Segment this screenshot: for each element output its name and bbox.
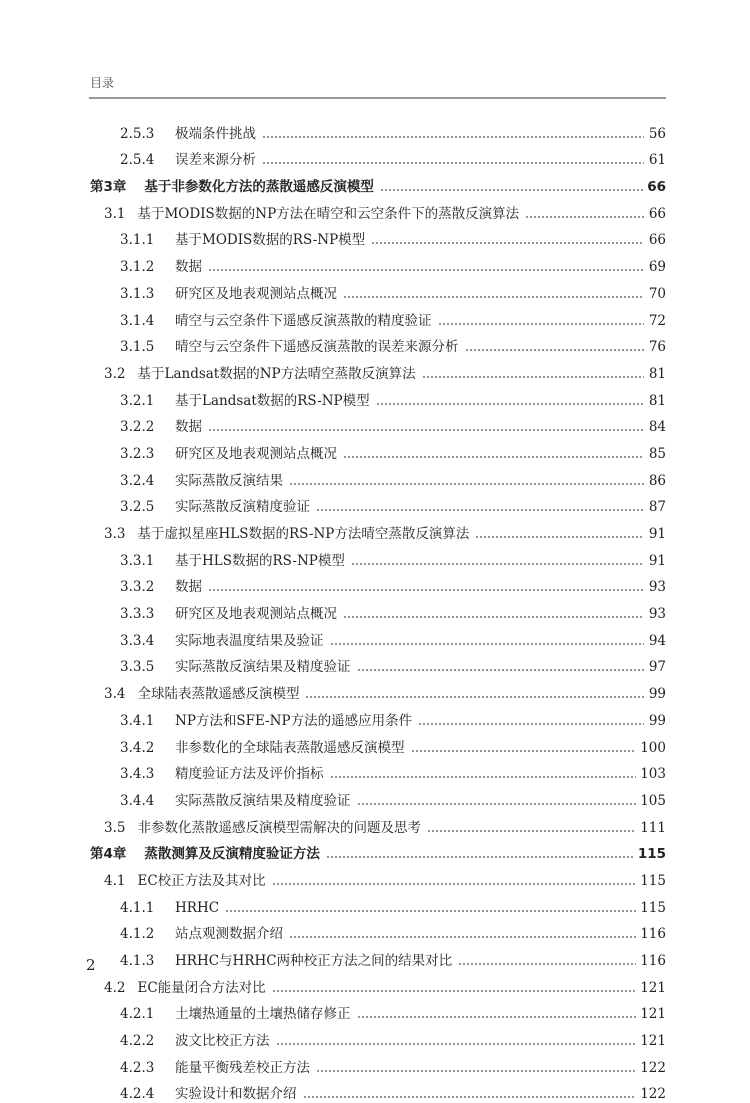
- dot-leader: [303, 1096, 637, 1098]
- entry-number: 3.3: [104, 526, 126, 542]
- entry-title: 基于MODIS数据的NP方法在晴空和云空条件下的蒸散反演算法: [137, 205, 520, 222]
- entry-number: 2.5.4: [120, 152, 155, 169]
- entry-number: 4.2.3: [120, 1059, 155, 1076]
- entry-title: 数据: [175, 419, 202, 436]
- toc-subsection-entry[interactable]: [90, 650, 666, 677]
- entry-page: 111: [640, 819, 666, 836]
- entry-page: 116: [640, 953, 666, 969]
- entry-page: 122: [640, 1086, 666, 1103]
- dot-leader: [208, 269, 644, 271]
- entry-number: 3.1: [104, 205, 126, 222]
- toc-subsection-entry[interactable]: [90, 703, 666, 730]
- entry-number: 3.3.4: [120, 632, 155, 649]
- entry-title: 基于HLS数据的RS-NP模型: [175, 552, 345, 569]
- entry-page: 122: [640, 1059, 666, 1076]
- entry-number: 4.2.4: [120, 1086, 155, 1103]
- entry-number: 3.1.3: [120, 285, 155, 302]
- toc-subsection-entry[interactable]: [90, 543, 666, 570]
- toc-section-entry[interactable]: [90, 516, 666, 543]
- entry-page: 100: [640, 739, 666, 756]
- entry-title: NP方法和SFE-NP方法的遥感应用条件: [175, 712, 413, 729]
- dot-leader: [289, 483, 644, 485]
- entry-page: 69: [648, 259, 666, 276]
- toc-subsection-entry[interactable]: [90, 116, 666, 143]
- toc-subsection-entry[interactable]: [90, 490, 666, 517]
- toc-subsection-entry[interactable]: [90, 570, 666, 597]
- toc-subsection-entry[interactable]: [90, 1050, 666, 1077]
- toc-subsection-entry[interactable]: [90, 997, 666, 1024]
- toc-subsection-entry[interactable]: [90, 330, 666, 357]
- table-of-contents: [90, 116, 666, 1103]
- entry-page: 99: [648, 686, 666, 703]
- dot-leader: [357, 803, 637, 805]
- dot-leader: [525, 216, 644, 218]
- entry-number: 3.3.3: [120, 606, 155, 623]
- dot-leader: [418, 723, 644, 725]
- entry-number: 4.1.3: [120, 953, 155, 969]
- page-number: 2: [86, 956, 96, 974]
- entry-page: 103: [640, 766, 666, 783]
- entry-title: 能量平衡残差校正方法: [175, 1059, 310, 1076]
- entry-title: 站点观测数据介绍: [175, 926, 283, 943]
- dot-leader: [438, 323, 645, 325]
- entry-title: 实际蒸散反演结果: [175, 472, 283, 489]
- entry-number: 3.1.5: [120, 339, 155, 356]
- toc-subsection-entry[interactable]: [90, 783, 666, 810]
- entry-title: HRHC与HRHC两种校正方法之间的结果对比: [175, 953, 453, 969]
- dot-leader: [330, 643, 645, 645]
- entry-number: 3.3.2: [120, 579, 155, 596]
- entry-number: 4.2.1: [120, 1006, 155, 1023]
- entry-title: 晴空与云空条件下遥感反演蒸散的误差来源分析: [175, 339, 459, 356]
- dot-leader: [465, 349, 645, 351]
- entry-number: 3.5: [104, 819, 126, 836]
- entry-number: 3.4: [104, 686, 126, 703]
- entry-title: 精度验证方法及评价指标: [175, 766, 324, 783]
- entry-title: 全球陆表蒸散遥感反演模型: [137, 686, 300, 703]
- entry-page: 116: [640, 926, 666, 943]
- entry-title: EC能量闭合方法对比: [137, 979, 266, 996]
- dot-leader: [316, 509, 644, 511]
- toc-subsection-entry[interactable]: [90, 623, 666, 650]
- entry-number: 2.5.3: [120, 125, 155, 142]
- dot-leader: [343, 296, 644, 298]
- entry-page: 72: [648, 312, 666, 329]
- entry-page: 99: [648, 712, 666, 729]
- entry-page: 84: [648, 419, 666, 436]
- toc-subsection-entry[interactable]: [90, 890, 666, 917]
- entry-page: 70: [648, 285, 666, 302]
- entry-page: 66: [647, 179, 666, 196]
- dot-leader: [208, 429, 644, 431]
- entry-page: 91: [648, 552, 666, 569]
- toc-subsection-entry[interactable]: [90, 1023, 666, 1050]
- entry-title: 研究区及地表观测站点概况: [175, 445, 337, 462]
- dot-leader: [343, 456, 644, 458]
- entry-page: 91: [648, 526, 666, 542]
- entry-title: EC校正方法及其对比: [137, 872, 266, 889]
- entry-number: 3.4.2: [120, 739, 155, 756]
- entry-title: 实际蒸散反演精度验证: [175, 499, 310, 516]
- entry-title: 基于Landsat数据的RS-NP模型: [175, 392, 370, 409]
- entry-page: 86: [648, 472, 666, 489]
- dot-leader: [289, 936, 636, 938]
- dot-leader: [262, 162, 644, 164]
- dot-leader: [225, 910, 636, 912]
- entry-page: 66: [648, 232, 666, 249]
- entry-title: 数据: [175, 579, 202, 596]
- dot-leader: [376, 403, 644, 405]
- entry-title: 实际地表温度结果及验证: [175, 632, 324, 649]
- entry-page: 115: [640, 899, 666, 916]
- entry-number: 4.1.2: [120, 926, 155, 943]
- dot-leader: [351, 563, 644, 565]
- entry-number: 第3章: [90, 179, 127, 196]
- dot-leader: [343, 616, 644, 618]
- entry-number: 3.4.3: [120, 766, 155, 783]
- entry-title: 基于非参数化方法的蒸散遥感反演模型: [144, 179, 374, 196]
- entry-number: 3.3.5: [120, 659, 155, 676]
- dot-leader: [411, 750, 637, 752]
- entry-number: 4.1: [104, 872, 126, 889]
- entry-number: 3.4.1: [120, 712, 155, 729]
- entry-page: 76: [648, 339, 666, 356]
- entry-number: 3.2.4: [120, 472, 155, 489]
- toc-subsection-entry[interactable]: [90, 383, 666, 410]
- entry-title: 实际蒸散反演结果及精度验证: [175, 659, 351, 676]
- entry-title: 研究区及地表观测站点概况: [175, 285, 337, 302]
- toc-subsection-entry[interactable]: [90, 463, 666, 490]
- toc-subsection-entry[interactable]: [90, 596, 666, 623]
- entry-number: 3.1.1: [120, 232, 155, 249]
- entry-page: 121: [640, 1006, 666, 1023]
- entry-page: 93: [648, 579, 666, 596]
- entry-number: 3.1.4: [120, 312, 155, 329]
- entry-page: 66: [648, 205, 666, 222]
- entry-page: 105: [640, 792, 666, 809]
- entry-title: 数据: [175, 259, 202, 276]
- toc-section-entry[interactable]: [90, 356, 666, 383]
- dot-leader: [357, 669, 645, 671]
- entry-title: 实验设计和数据介绍: [175, 1086, 297, 1103]
- toc-subsection-entry[interactable]: [90, 943, 666, 970]
- header-rule: [89, 97, 666, 99]
- entry-number: 3.3.1: [120, 552, 155, 569]
- entry-page: 121: [640, 1033, 666, 1050]
- dot-leader: [357, 1016, 637, 1018]
- entry-page: 61: [648, 152, 666, 169]
- toc-subsection-entry[interactable]: [90, 730, 666, 757]
- dot-leader: [272, 990, 637, 992]
- entry-number: 3.2.1: [120, 392, 155, 409]
- entry-title: 基于Landsat数据的NP方法晴空蒸散反演算法: [137, 365, 416, 382]
- entry-page: 115: [640, 872, 666, 889]
- entry-number: 4.2: [104, 979, 126, 996]
- entry-title: 研究区及地表观测站点概况: [175, 606, 337, 623]
- dot-leader: [326, 856, 634, 858]
- entry-number: 第4章: [90, 846, 127, 863]
- toc-subsection-entry[interactable]: [90, 276, 666, 303]
- entry-page: 93: [648, 606, 666, 623]
- entry-number: 3.2.5: [120, 499, 155, 516]
- entry-title: HRHC: [175, 899, 220, 916]
- entry-number: 3.2: [104, 365, 126, 382]
- toc-subsection-entry[interactable]: [90, 757, 666, 784]
- toc-subsection-entry[interactable]: [90, 1077, 666, 1103]
- entry-page: 97: [648, 659, 666, 676]
- entry-number: 3.1.2: [120, 259, 155, 276]
- entry-page: 56: [648, 125, 666, 142]
- toc-section-entry[interactable]: [90, 676, 666, 703]
- dot-leader: [330, 776, 637, 778]
- dot-leader: [475, 536, 644, 538]
- entry-number: 3.2.3: [120, 445, 155, 462]
- dot-leader: [458, 963, 636, 965]
- entry-page: 87: [648, 499, 666, 516]
- dot-leader: [427, 830, 636, 832]
- toc-section-entry[interactable]: [90, 970, 666, 997]
- dot-leader: [276, 1043, 637, 1045]
- dot-leader: [371, 242, 644, 244]
- dot-leader: [305, 696, 644, 698]
- entry-title: 实际蒸散反演结果及精度验证: [175, 792, 351, 809]
- dot-leader: [316, 1070, 636, 1072]
- toc-subsection-entry[interactable]: [90, 410, 666, 437]
- entry-title: 基于虚拟星座HLS数据的RS-NP方法晴空蒸散反演算法: [137, 526, 470, 542]
- dot-leader: [380, 189, 643, 191]
- entry-number: 4.1.1: [120, 899, 155, 916]
- toc-section-entry[interactable]: [90, 196, 666, 223]
- entry-title: 土壤热通量的土壤热储存修正: [175, 1006, 351, 1023]
- toc-subsection-entry[interactable]: [90, 917, 666, 944]
- entry-number: 4.2.2: [120, 1033, 155, 1050]
- toc-subsection-entry[interactable]: [90, 303, 666, 330]
- entry-title: 波文比校正方法: [175, 1033, 270, 1050]
- entry-title: 非参数化蒸散遥感反演模型需解决的问题及思考: [137, 819, 421, 836]
- entry-page: 81: [648, 365, 666, 382]
- toc-chapter-entry[interactable]: [90, 837, 666, 864]
- toc-chapter-entry[interactable]: [90, 169, 666, 196]
- dot-leader: [208, 589, 644, 591]
- toc-subsection-entry[interactable]: [90, 223, 666, 250]
- entry-title: 蒸散测算及反演精度验证方法: [144, 846, 320, 863]
- entry-page: 85: [648, 445, 666, 462]
- entry-title: 基于MODIS数据的RS-NP模型: [175, 232, 366, 249]
- running-head: 目录: [90, 76, 115, 90]
- entry-number: 3.2.2: [120, 419, 155, 436]
- entry-page: 94: [648, 632, 666, 649]
- dot-leader: [422, 376, 644, 378]
- dot-leader: [272, 883, 637, 885]
- toc-section-entry[interactable]: [90, 810, 666, 837]
- entry-page: 121: [640, 979, 666, 996]
- entry-title: 晴空与云空条件下遥感反演蒸散的精度验证: [175, 312, 432, 329]
- entry-title: 极端条件挑战: [175, 125, 256, 142]
- toc-subsection-entry[interactable]: [90, 143, 666, 170]
- entry-page: 81: [648, 392, 666, 409]
- toc-subsection-entry[interactable]: [90, 249, 666, 276]
- toc-subsection-entry[interactable]: [90, 436, 666, 463]
- toc-section-entry[interactable]: [90, 863, 666, 890]
- entry-title: 非参数化的全球陆表蒸散遥感反演模型: [175, 739, 405, 756]
- entry-page: 115: [637, 846, 666, 863]
- entry-number: 3.4.4: [120, 792, 155, 809]
- dot-leader: [262, 136, 644, 138]
- entry-title: 误差来源分析: [175, 152, 256, 169]
